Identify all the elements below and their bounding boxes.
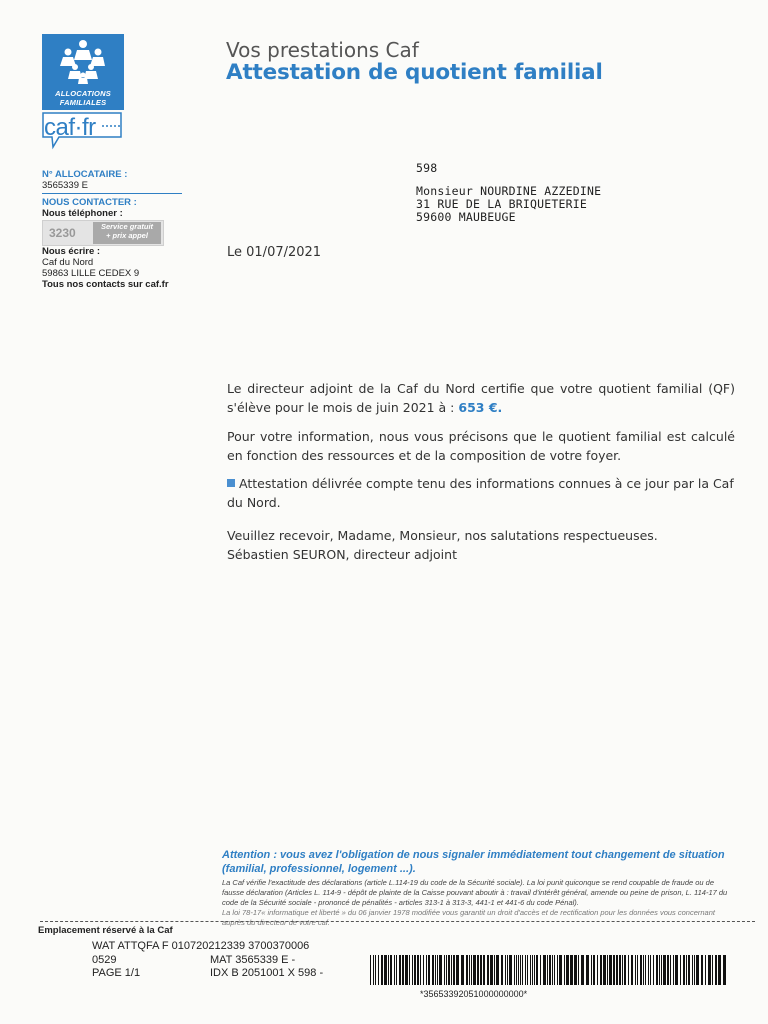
barcode-bar (396, 955, 397, 985)
barcode-bar (453, 955, 455, 985)
barcode-bar (637, 955, 638, 985)
sidebar-divider (42, 193, 182, 194)
allocataire-number: 3565339 E (42, 180, 88, 191)
barcode-bar (712, 955, 713, 985)
barcode-bar (388, 955, 389, 985)
recipient-street: 31 RUE DE LA BRIQUETERIE (416, 197, 587, 211)
signature-line: Sébastien SEURON, directeur adjoint (227, 547, 457, 562)
barcode-bar (600, 955, 602, 985)
barcode-bar (622, 955, 623, 985)
barcode-bar (501, 955, 503, 985)
barcode-text: *35653392051000000000* (420, 989, 528, 999)
footer-mat: MAT 3565339 E - (210, 954, 296, 966)
contact-label: NOUS CONTACTER : (42, 197, 137, 208)
barcode-bar (675, 955, 678, 985)
barcode-bar (409, 955, 410, 985)
barcode-bar (507, 955, 508, 985)
barcode-bar (667, 955, 669, 985)
barcode-bar (520, 955, 521, 985)
barcode-bar (390, 955, 392, 985)
family-people-icon (58, 38, 108, 86)
header-subtitle: Vos prestations Caf (226, 38, 419, 62)
recipient-name: Monsieur NOURDINE AZZEDINE (416, 184, 602, 198)
barcode-bar (527, 955, 528, 985)
barcode-bar (448, 955, 450, 985)
barcode-bar (456, 955, 459, 985)
barcode-bar (701, 955, 703, 985)
barcode-bar (439, 955, 442, 985)
barcode-bar (444, 955, 445, 985)
barcode-bar (603, 955, 606, 985)
page-title: Attestation de quotient familial (226, 60, 603, 85)
barcode-bar (509, 955, 512, 985)
reserved-label: Emplacement réservé à la Caf (38, 925, 173, 936)
barcode-bar (673, 955, 674, 985)
attention-legal-privacy: La loi 78-17« informatique et liberté » du 06 janvier 1978 modifiée vous garantit un droit d'accès et de rectification pour les données vous concernant auprès du directeur de votre caf. (222, 908, 715, 927)
barcode-bar (705, 955, 706, 985)
square-bullet-icon (227, 479, 235, 487)
barcode-bar (543, 955, 546, 985)
write-label: Nous écrire : (42, 246, 101, 257)
letter-date: Le 01/07/2021 (227, 245, 322, 260)
barcode-bar (718, 955, 721, 985)
paragraph-info: Pour votre information, nous vous précisons que le quotient familial est calculé en fonction des ressources et de la composition de votre foyer. (227, 429, 735, 463)
barcode-bar (536, 955, 538, 985)
barcode-bar (628, 955, 629, 985)
barcode-bar (540, 955, 541, 985)
barcode-bar (708, 955, 711, 985)
barcode-bar (420, 955, 421, 985)
barcode-bar (530, 955, 531, 985)
logo-org-line1: ALLOCATIONS (55, 89, 111, 98)
barcode-bar (516, 955, 517, 985)
barcode-bar (723, 955, 726, 985)
barcode-bar (659, 955, 660, 985)
barcode-bar (680, 955, 681, 985)
barcode-bar (522, 955, 523, 985)
barcode-bar (487, 955, 489, 985)
attention-heading: Attention : vous avez l'obligation de nous signaler immédiatement tout changement de situation (familial, professionnel, logement ...). (222, 849, 725, 875)
barcode-bar (670, 955, 671, 985)
cut-line (40, 921, 755, 922)
recipient-city: 59600 MAUBEUGE (416, 210, 516, 224)
barcode-bar (417, 955, 419, 985)
barcode-bar (547, 955, 548, 985)
phone-box (42, 220, 164, 246)
barcode-bar (656, 955, 658, 985)
brand-text: caf·fr (44, 114, 96, 141)
barcode-bar (469, 955, 470, 985)
barcode-bar (715, 955, 717, 985)
barcode-bar (534, 955, 535, 985)
phone-tag-line1: Service gratuit (100, 222, 154, 231)
barcode-bar (466, 955, 468, 985)
barcode-bar (694, 955, 695, 985)
barcode-bar (648, 955, 649, 985)
barcode-bar (640, 955, 642, 985)
barcode-bar (373, 955, 374, 985)
barcode-bar (593, 955, 595, 985)
barcode-bar (624, 955, 626, 985)
barcode-bar (557, 955, 558, 985)
barcode-bar (432, 955, 434, 985)
barcode-bar (505, 955, 506, 985)
qf-amount: 653 €. (458, 400, 503, 415)
barcode-bar (574, 955, 577, 985)
barcode-bar (426, 955, 427, 985)
caf-logo (42, 34, 124, 110)
barcode-bar (437, 955, 438, 985)
barcode-bar (559, 955, 562, 985)
caf-fr-brand (42, 112, 124, 150)
barcode-bar (643, 955, 644, 985)
barcode-bar (663, 955, 666, 985)
barcode-bar (514, 955, 515, 985)
barcode-bar (607, 955, 608, 985)
barcode-bar (461, 955, 464, 985)
barcode-bar (564, 955, 565, 985)
barcode-bar (653, 955, 654, 985)
barcode-bar (473, 955, 476, 985)
paragraph-attestation (227, 474, 735, 512)
barcode-bar (496, 955, 499, 985)
barcode-bar (483, 955, 485, 985)
barcode-bar (696, 955, 699, 985)
barcode-bar (381, 955, 383, 985)
barcode-bar (692, 955, 693, 985)
barcode-bar (686, 955, 687, 985)
closing-line: Veuillez recevoir, Madame, Monsieur, nos salutations respectueuses. (227, 528, 658, 543)
all-contacts-link: Tous nos contacts sur caf.fr (42, 279, 169, 290)
barcode-bar (586, 955, 589, 985)
barcode-bar (494, 955, 495, 985)
barcode (370, 955, 730, 987)
barcode-bar (399, 955, 401, 985)
barcode-bar (394, 955, 395, 985)
phone-tag (93, 222, 161, 244)
barcode-bar (613, 955, 615, 985)
barcode-bar (490, 955, 493, 985)
phone-tag-line2: + prix appel (106, 231, 148, 240)
barcode-bar (570, 955, 573, 985)
barcode-bar (661, 955, 662, 985)
barcode-bar (402, 955, 404, 985)
address-line1: Caf du Nord (42, 257, 94, 268)
footer-code-0529: 0529 (92, 954, 117, 966)
barcode-bar (549, 955, 551, 985)
footer-idx: IDX B 2051001 X 598 - (210, 967, 324, 979)
barcode-bar (405, 955, 408, 985)
barcode-bar (631, 955, 633, 985)
footer-page: PAGE 1/1 (92, 967, 141, 979)
barcode-bar (384, 955, 387, 985)
barcode-bar (597, 955, 598, 985)
barcode-bar (683, 955, 685, 985)
barcode-bar (532, 955, 533, 985)
barcode-bar (616, 955, 618, 985)
barcode-bar (471, 955, 472, 985)
barcode-bar (619, 955, 621, 985)
barcode-bar (480, 955, 482, 985)
barcode-bar (566, 955, 569, 985)
barcode-bar (428, 955, 430, 985)
barcode-bar (412, 955, 413, 985)
barcode-bar (581, 955, 584, 985)
barcode-bar (375, 955, 376, 985)
barcode-bar (378, 955, 379, 985)
barcode-bar (435, 955, 436, 985)
barcode-bar (635, 955, 636, 985)
footer-code-line1: WAT ATTQFA F 010720212339 3700370006 (92, 940, 310, 952)
barcode-bar (525, 955, 526, 985)
barcode-bar (554, 955, 555, 985)
phone-label: Nous téléphoner : (42, 208, 123, 219)
barcode-bar (609, 955, 612, 985)
barcode-bar (645, 955, 646, 985)
barcode-bar (414, 955, 416, 985)
paragraph-qf (227, 379, 735, 417)
barcode-bar (370, 955, 371, 985)
barcode-bar (477, 955, 479, 985)
barcode-bar (650, 955, 651, 985)
barcode-bar (446, 955, 447, 985)
address-line2: 59863 LILLE CEDEX 9 (42, 268, 140, 279)
recipient-code: 598 (416, 161, 438, 175)
logo-org-line2: FAMILIALES (59, 98, 107, 107)
allocataire-label: N° ALLOCATAIRE : (42, 169, 128, 180)
paragraph-attestation-text: Attestation délivrée compte tenu des informations connues à ce jour par la Caf du Nord. (227, 476, 734, 510)
barcode-bar (578, 955, 579, 985)
barcode-bar (688, 955, 690, 985)
barcode-bar (518, 955, 519, 985)
paragraph-qf-text: Le directeur adjoint de la Caf du Nord certifie que votre quotient familial (QF) s'élève pour le mois de juin 2021 à : (227, 381, 735, 415)
barcode-bar (423, 955, 424, 985)
barcode-bar (451, 955, 452, 985)
phone-number: 3230 (49, 226, 76, 240)
barcode-bar (591, 955, 592, 985)
barcode-bar (552, 955, 553, 985)
attention-legal-fraud: La Caf vérifie l'exactitude des déclarations (article L.114-19 du code de la Sécurité sociale). La loi punit quiconque se rend coupable de fraude ou de fausse déclaration (Articles L. 114-9 - dépôt de plainte de la Caisse pouvant aboutir à : travail d'intérêt général, amende ou peine de prison, L. 114-17 du code de la Sécurité sociale - prononcé de pénalités - articles 313-1 à 313-3, 441-1 et 441-6 du code Pénal). (222, 878, 728, 907)
